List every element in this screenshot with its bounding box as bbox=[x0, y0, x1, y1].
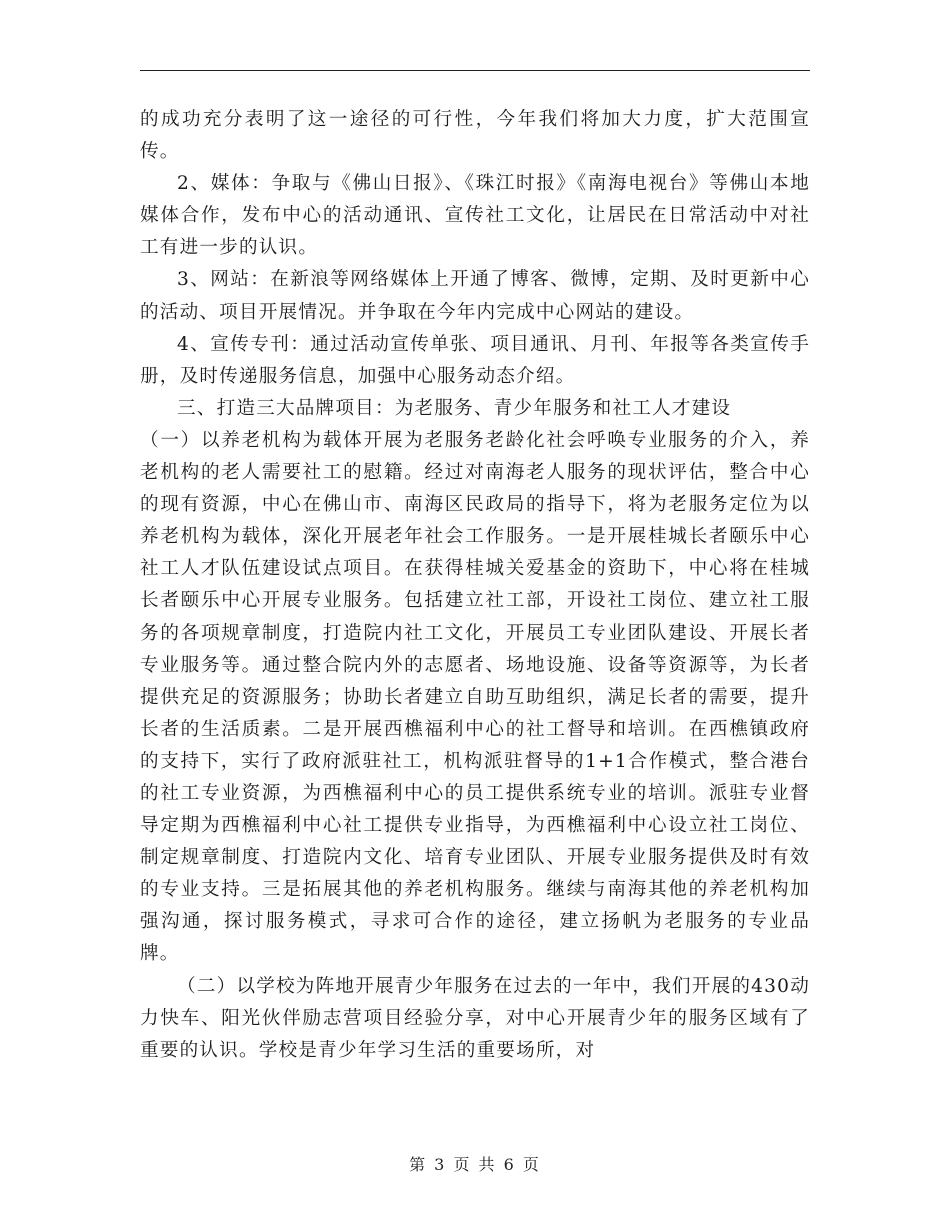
section-heading-brand-projects: 三、打造三大品牌项目：为老服务、青少年服务和社工人才建设 bbox=[177, 397, 732, 419]
paragraph-website: 3、网站：在新浪等网络媒体上开通了博客、微博，定期、及时更新中心的活动、项目开展情况。并争取在今年内完成中心网站的建设。 bbox=[140, 269, 810, 323]
paragraph-elderly-service: （一）以养老机构为载体开展为老服务老龄化社会呼唤专业服务的介入，养老机构的老人需要社工的慰籍。经过对南海老人服务的现状评估，整合中心的现有资源，中心在佛山市、南海区民政局的指导下，将为老服务定位为以养老机构为载体，深化开展老年社会工作服务。一是开展桂城长者颐乐中心社工人才队伍建设试点项目。在获得桂城关爱基金的资助下，中心将在桂城长者颐乐中心开展专业服务。包括建立社工部，开设社工岗位、建立社工服务的各项规章制度，打造院内社工文化，开展员工专业团队建设、开展长者专业服务等。通过整合院内外的志愿者、场地设施、设备等资源等，为长者提供充足的资源服务；协助长者建立自助互助组织，满足长者的需要，提升长者的生活质素。二是开展西樵福利中心的社工督导和培训。在西樵镇政府的支持下，实行了政府派驻社工，机构派驻督导的1+1合作模式，整合港台的社工专业资源，为西樵福利中心的员工提供系统专业的培训。派驻专业督导定期为西樵福利中心社工提供专业指导，为西樵福利中心设立社工岗位、制定规章制度、打造院内文化、培育专业团队、开展专业服务提供及时有效的专业支持。三是拓展其他的养老机构服务。继续与南海其他的养老机构加强沟通，探讨服务模式，寻求可合作的途径，建立扬帆为老服务的专业品牌。 bbox=[140, 429, 810, 965]
page-number-footer: 第 3 页 共 6 页 bbox=[409, 1155, 541, 1174]
paragraph-publication: 4、宣传专刊：通过活动宣传单张、项目通讯、月刊、年报等各类宣传手册，及时传递服务信息，加强中心服务动态介绍。 bbox=[140, 333, 810, 387]
paragraph-youth-service: （二）以学校为阵地开展青少年服务在过去的一年中，我们开展的430动力快车、阳光伙伴励志营项目经验分享，对中心开展青少年的服务区域有了重要的认识。学校是青少年学习生活的重要场所，对 bbox=[140, 975, 810, 1061]
header-rule bbox=[140, 70, 810, 71]
paragraph-continuation: 的成功充分表明了这一途径的可行性，今年我们将加大力度，扩大范围宣传。 bbox=[140, 109, 810, 163]
paragraph-media: 2、媒体：争取与《佛山日报》、《珠江时报》《南海电视台》等佛山本地媒体合作，发布中心的活动通讯、宣传社工文化，让居民在日常活动中对社工有进一步的认识。 bbox=[140, 173, 810, 259]
document-body bbox=[140, 104, 810, 1067]
